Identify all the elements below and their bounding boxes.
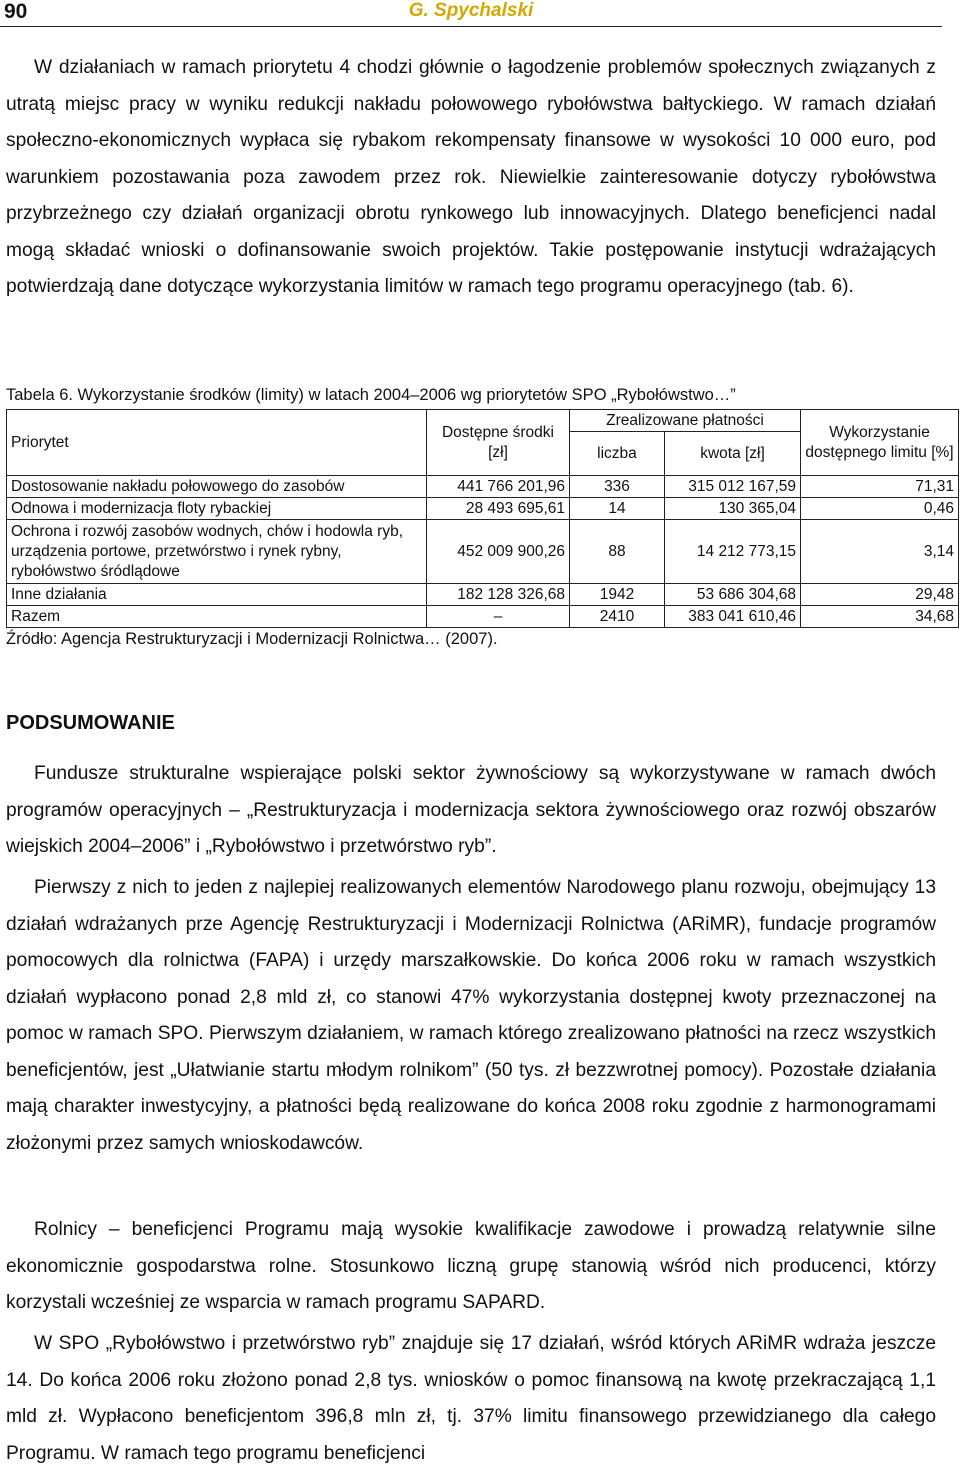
cell-liczba: 1942 [570,584,665,606]
cell-liczba: 14 [570,498,665,520]
cell-dostepne: 28 493 695,61 [427,498,570,520]
table-row [7,498,959,520]
header-priorytet: Priorytet [7,410,427,476]
running-head: G. Spychalski [408,0,534,21]
cell-liczba: 88 [570,520,665,584]
table-header-row [7,410,959,432]
table-row [7,584,959,606]
cell-priorytet: Razem [7,606,427,628]
header-dostepne: Dostępne środki [zł] [427,410,570,476]
header-zrealizowane: Zrealizowane płatności [570,410,801,432]
body-paragraph-5: W SPO „Rybołówstwo i przetwórstwo ryb” znajduje się 17 działań, wśród których ARiMR wdraża jeszcze 14. Do końca 2006 roku złożono ponad 2,8 tys. wniosków o pomoc finansową na kwotę przekraczającą 1,1 mld zł. Wypłacono beneficjentom 396,8 mln zł, tj. 37% limitu finansowego przewidzianego dla całego Programu. W ramach tego programu beneficjenci [6,1333,936,1464]
cell-wykorzystanie: 0,46 [801,498,959,520]
cell-liczba: 2410 [570,606,665,628]
cell-kwota: 315 012 167,59 [665,476,801,498]
cell-priorytet: Ochrona i rozwój zasobów wodnych, chów i hodowla ryb, urządzenia portowe, przetwórstwo i rynek rybny, rybołówstwo śródlądowe [7,520,427,584]
cell-dostepne: 441 766 201,96 [427,476,570,498]
cell-priorytet: Dostosowanie nakładu połowowego do zasobów [7,476,427,498]
body-paragraph-3: Pierwszy z nich to jeden z najlepiej realizowanych elementów Narodowego planu rozwoju, obejmujący 13 działań wdrażanych prze Agencję Restrukturyzacji i Modernizacji Rolnictwa (ARiMR), fundacje programów pomocowych dla rolnictwa (FAPA) i urzędy marszałkowskie. Do końca 2006 roku w ramach wszystkich działań wypłacono ponad 2,8 mld zł, co stanowi 47% wykorzystania dostępnej kwoty przeznaczonej na pomoc w ramach SPO. Pierwszym działaniem, w ramach którego zrealizowano płatności na rzecz wszystkich beneficjentów, jest „Ułatwianie startu młodym rolnikom” (50 tys. zł bezzwrotnej pomocy). Pozostałe działania mają charakter inwestycyjny, a płatności będą realizowane do końca 2008 roku zgodnie z harmonogramami złożonymi przez samych wnioskodawców. [6,877,936,1154]
body-paragraph-4: Rolnicy – beneficjenci Programu mają wysokie kwalifikacje zawodowe i prowadzą relatywnie silne ekonomicznie gospodarstwa rolne. Stosunkowo liczną grupę stanowią wśród nich producenci, którzy korzystali wcześniej ze wsparcia w ramach programu SAPARD. [6,1219,936,1313]
table-caption: Tabela 6. Wykorzystanie środków (limity) w latach 2004–2006 wg priorytetów SPO „Rybołówstwo…” [6,386,736,404]
header-liczba: liczba [570,432,665,476]
body-paragraph-1: W działaniach w ramach priorytetu 4 chodzi głównie o łagodzenie problemów społecznych związanych z utratą miejsc pracy w wyniku redukcji nakładu połowowego rybołówstwa bałtyckiego. W ramach działań społeczno-ekonomicznych wypłaca się rybakom rekompensaty finansowe w wysokości 10 000 euro, pod warunkiem pozostawania poza zawodem przez rok. Niewielkie zainteresowanie dotyczy rybołówstwa przybrzeżnego czy działań organizacji obrotu rynkowego lub innowacyjnych. Dlatego beneficjenci nadal mogą składać wnioski o dofinansowanie swoich projektów. Takie postępowanie instytucji wdrażających potwierdzają dane dotyczące wykorzystania limitów w ramach tego programu operacyjnego (tab. 6). [6,57,936,297]
cell-kwota: 53 686 304,68 [665,584,801,606]
cell-kwota: 130 365,04 [665,498,801,520]
header-wykorzystanie: Wykorzystanie dostępnego limitu [%] [801,410,959,476]
body-paragraph-2: Fundusze strukturalne wspierające polski sektor żywnościowy są wykorzystywane w ramach dwóch programów operacyjnych – „Restrukturyzacja i modernizacja sektora żywnościowego oraz rozwój obszarów wiejskich 2004–2006” i „Rybołówstwo i przetwórstwo ryb”. [6,763,936,857]
cell-kwota: 14 212 773,15 [665,520,801,584]
cell-liczba: 336 [570,476,665,498]
cell-kwota: 383 041 610,46 [665,606,801,628]
cell-dostepne: 182 128 326,68 [427,584,570,606]
table-row [7,476,959,498]
table-row [7,520,959,584]
page-number: 90 [4,0,28,23]
data-table [6,409,959,628]
cell-wykorzystanie: 29,48 [801,584,959,606]
cell-wykorzystanie: 34,68 [801,606,959,628]
table-row-total [7,606,959,628]
section-title: PODSUMOWANIE [6,712,175,734]
cell-priorytet: Inne działania [7,584,427,606]
cell-dostepne: – [427,606,570,628]
page-header [0,0,942,27]
header-kwota: kwota [zł] [665,432,801,476]
table-source: Źródło: Agencja Restrukturyzacji i Modernizacji Rolnictwa… (2007). [6,630,498,648]
cell-dostepne: 452 009 900,26 [427,520,570,584]
cell-wykorzystanie: 71,31 [801,476,959,498]
cell-wykorzystanie: 3,14 [801,520,959,584]
cell-priorytet: Odnowa i modernizacja floty rybackiej [7,498,427,520]
